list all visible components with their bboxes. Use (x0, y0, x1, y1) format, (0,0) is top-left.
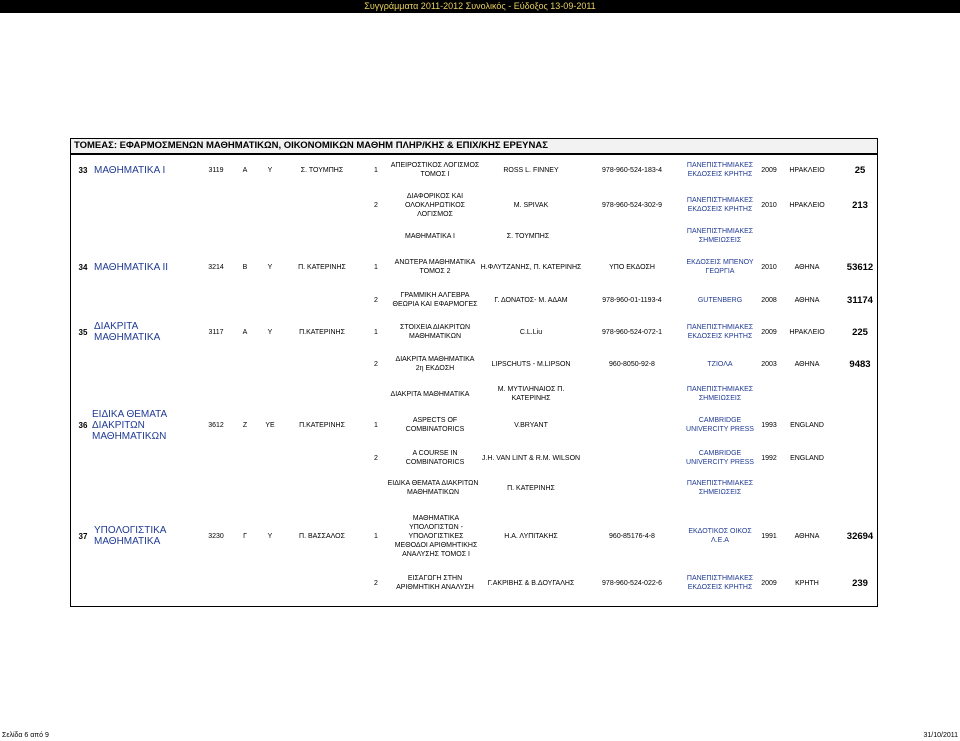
cell-isbn (584, 379, 680, 409)
cell-no (74, 473, 92, 503)
cell-city: ΑΘΗΝΑ (794, 360, 820, 368)
cell-author: Η.ΦΛΥΤΖΑΝΗΣ, Π. ΚΑΤΕΡΙΝΗΣ (480, 263, 582, 271)
cell-teacher: Π. ΒΑΣΣΑΛΟΣ (299, 532, 345, 540)
cell-course: ΜΑΘΗΜΑΤΙΚΑ ΙΙ (94, 261, 169, 273)
cell-type: Υ (267, 532, 273, 540)
cell-isbn: 978-960-01-1193-4 (602, 296, 662, 304)
cell-no (74, 190, 92, 220)
cell-eudoxus (836, 221, 884, 251)
cell-title: A COURSE IN COMBINATORICS (405, 450, 465, 466)
cell-no: 35 (78, 327, 88, 337)
cell-year: 2009 (761, 166, 777, 174)
cell-eudoxus: 32694 (846, 530, 874, 542)
cell-author: LIPSCHUTS - M.LIPSON (491, 360, 571, 368)
cell-city: ΑΘΗΝΑ (794, 263, 820, 271)
cell-no (74, 285, 92, 315)
cell-teacher (284, 473, 360, 503)
cell-eudoxus (836, 473, 884, 503)
cell-title: ΑΠΕΙΡΟΣΤΙΚΟΣ ΛΟΓΙΣΜΟΣ ΤΟΜΟΣ Ι (390, 162, 480, 178)
cell-author: Γ.ΑΚΡΙΒΗΣ & Β.ΔΟΥΓΑΛΗΣ (487, 579, 575, 587)
page-number: Σελίδα 6 από 9 (2, 732, 49, 739)
cell-eudoxus: 25 (854, 164, 866, 176)
cell-author: Π. ΚΑΤΕΡΙΝΗΣ (507, 484, 555, 492)
cell-sem (234, 568, 256, 598)
cell-eudoxus: 225 (852, 326, 868, 338)
cell-type: Υ (267, 328, 273, 336)
cell-course (94, 221, 198, 251)
cell-title: ΑΝΩΤΕΡΑ ΜΑΘΗΜΑΤΙΚΑ ΤΟΜΟΣ 2 (394, 259, 476, 275)
cell-city: ΑΘΗΝΑ (794, 296, 820, 304)
cell-teacher (284, 443, 360, 473)
cell-sem: Α (242, 166, 248, 174)
cell-code (200, 568, 232, 598)
cell-no (74, 349, 92, 379)
cell-type (258, 443, 282, 473)
cell-year (758, 473, 780, 503)
cell-code (200, 473, 232, 503)
cell-year: 2009 (761, 579, 777, 587)
cell-code (200, 221, 232, 251)
cell-sem (234, 379, 256, 409)
cell-publisher: ΠΑΝΕΠΙΣΤΗΜΙΑΚΕΣ ΕΚΔΟΣΕΙΣ ΚΡΗΤΗΣ (686, 162, 754, 178)
cell-publisher: GUTENBERG (697, 296, 743, 304)
cell-city: ΗΡΑΚΛΕΙΟ (789, 328, 825, 336)
cell-publisher: ΠΑΝΕΠΙΣΤΗΜΙΑΚΕΣ ΕΚΔΟΣΕΙΣ ΚΡΗΤΗΣ (686, 324, 754, 340)
cell-opt: 2 (374, 296, 378, 304)
cell-city (782, 221, 832, 251)
cell-type: Υ (267, 263, 273, 271)
cell-opt: 1 (374, 328, 378, 336)
cell-type (258, 285, 282, 315)
cell-course (94, 190, 198, 220)
cell-no: 37 (78, 531, 88, 541)
cell-teacher: Π.ΚΑΤΕΡΙΝΗΣ (299, 328, 345, 336)
cell-code: 3612 (208, 421, 224, 429)
cell-isbn (584, 221, 680, 251)
section-title: ΤΟΜΕΑΣ: ΕΦΑΡΜΟΣΜΕΝΩΝ ΜΑΘΗΜΑΤΙΚΩΝ, ΟΙΚΟΝΟΜΙΚΩΝ ΜΑΘΗΜ ΠΛΗΡ/ΚΗΣ & ΕΠΙΧ/ΚΗΣ ΕΡΕΥΝΑΣ (70, 138, 878, 154)
cell-course (94, 349, 198, 379)
cell-sem: Γ (243, 532, 247, 540)
cell-no (74, 379, 92, 409)
cell-code (200, 190, 232, 220)
cell-eudoxus: 239 (852, 577, 868, 589)
cell-publisher: ΕΚΔΟΣΕΙΣ ΜΠΕΝΟΥ ΓΕΩΡΓΙΑ (686, 259, 754, 275)
cell-eudoxus: 31174 (847, 294, 873, 306)
cell-eudoxus: 213 (852, 199, 868, 211)
cell-city: ΗΡΑΚΛΕΙΟ (789, 166, 825, 174)
cell-isbn: ΥΠΟ ΕΚΔΟΣΗ (609, 263, 655, 271)
cell-sem: Α (242, 328, 248, 336)
cell-isbn: 978-960-524-302-9 (602, 201, 662, 209)
cell-author: Σ. ΤΟΥΜΠΗΣ (506, 232, 550, 240)
cell-title: ΣΤΟΙΧΕΙΑ ΔΙΑΚΡΙΤΩΝ ΜΑΘΗΜΑΤΙΚΩΝ (400, 324, 470, 340)
cell-year: 2003 (761, 360, 777, 368)
cell-teacher (284, 349, 360, 379)
cell-opt: 1 (374, 421, 378, 429)
cell-publisher: ΠΑΝΕΠΙΣΤΗΜΙΑΚΕΣ ΕΚΔΟΣΕΙΣ ΚΡΗΤΗΣ (686, 197, 754, 213)
cell-sem (234, 473, 256, 503)
cell-type (258, 473, 282, 503)
cell-type (258, 349, 282, 379)
cell-author: V.BRYANT (514, 421, 548, 429)
cell-opt: 1 (374, 166, 378, 174)
cell-type (258, 568, 282, 598)
cell-author: J.H. VAN LINT & R.M. WILSON (481, 454, 581, 462)
cell-eudoxus (836, 443, 884, 473)
cell-isbn: 960-85176-4-8 (609, 532, 655, 540)
cell-title: ΓΡΑΜΜΙΚΗ ΑΛΓΕΒΡΑ ΘΕΩΡΙΑ ΚΑΙ ΕΦΑΡΜΟΓΕΣ (392, 292, 478, 308)
cell-code (200, 349, 232, 379)
cell-city (782, 473, 832, 503)
cell-city (782, 379, 832, 409)
cell-city: ENGLAND (790, 421, 824, 429)
cell-author: M. SPIVAK (513, 201, 549, 209)
cell-eudoxus: 9483 (849, 358, 871, 370)
cell-year: 1993 (761, 421, 777, 429)
cell-author: Η.Α. ΛΥΠΙΤΑΚΗΣ (504, 532, 558, 540)
cell-publisher: ΕΚΔΟΤΙΚΟΣ ΟΙΚΟΣ Λ.Ε.Α (688, 528, 752, 544)
cell-course (94, 379, 198, 409)
cell-publisher: ΠΑΝΕΠΙΣΤΗΜΙΑΚΕΣ ΣΗΜΕΙΩΣΕΙΣ (686, 386, 754, 402)
cell-sem (234, 285, 256, 315)
cell-type (258, 190, 282, 220)
cell-teacher (284, 190, 360, 220)
cell-course (94, 285, 198, 315)
cell-code (200, 379, 232, 409)
cell-isbn (584, 410, 680, 440)
cell-isbn: 978-960-524-072-1 (602, 328, 662, 336)
cell-course (94, 568, 198, 598)
cell-course (94, 443, 198, 473)
cell-publisher: ΤΖΙΟΛΑ (707, 360, 733, 368)
cell-teacher (284, 221, 360, 251)
cell-code: 3117 (208, 328, 224, 336)
cell-isbn: 960-8050-92-8 (609, 360, 655, 368)
cell-year: 2008 (761, 296, 777, 304)
footer-date: 31/10/2011 (923, 732, 958, 739)
cell-no: 34 (78, 262, 88, 272)
cell-code: 3214 (208, 263, 224, 271)
cell-city: ΑΘΗΝΑ (794, 532, 820, 540)
cell-publisher: ΠΑΝΕΠΙΣΤΗΜΙΑΚΕΣ ΣΗΜΕΙΩΣΕΙΣ (686, 480, 754, 496)
cell-year (758, 221, 780, 251)
cell-sem (234, 221, 256, 251)
cell-teacher (284, 379, 360, 409)
cell-city: ΚΡΗΤΗ (795, 579, 819, 587)
cell-year: 1991 (761, 532, 777, 540)
cell-sem: Β (242, 263, 248, 271)
cell-course: ΔΙΑΚΡΙΤΑ ΜΑΘΗΜΑΤΙΚΑ (94, 321, 161, 343)
cell-type (258, 379, 282, 409)
cell-code: 3119 (208, 166, 224, 174)
cell-teacher (284, 568, 360, 598)
cell-publisher: ΠΑΝΕΠΙΣΤΗΜΙΑΚΕΣ ΣΗΜΕΙΩΣΕΙΣ (686, 228, 754, 244)
cell-opt: 2 (374, 201, 378, 209)
cell-publisher: CAMBRIDGE UNIVERCITY PRESS (686, 417, 754, 433)
cell-no (74, 221, 92, 251)
cell-year: 2010 (761, 201, 777, 209)
cell-publisher: CAMBRIDGE UNIVERCITY PRESS (686, 450, 754, 466)
cell-title: ΔΙΑΚΡΙΤΑ ΜΑΘΗΜΑΤΙΚΑ 2η ΕΚΔΟΣΗ (395, 356, 475, 372)
cell-course (94, 473, 198, 503)
cell-title: ΜΑΘΗΜΑΤΙΚΑ ΥΠΟΛΟΓΙΣΤΩΝ - ΥΠΟΛΟΓΙΣΤΙΚΕΣ ΜΕΘΟΔΟΙ ΑΡΙΘΜΗΤΙΚΗΣ ΑΝΑΛΥΣΗΣ ΤΟΜΟΣ Ι (394, 514, 478, 558)
cell-title: ΕΙΔΙΚΑ ΘΕΜΑΤΑ ΔΙΑΚΡΙΤΩΝ ΜΑΘΗΜΑΤΙΚΩΝ (387, 480, 479, 496)
cell-isbn: 978-960-524-183-4 (602, 166, 662, 174)
cell-teacher: Σ. ΤΟΥΜΠΗΣ (300, 166, 344, 174)
cell-opt: 1 (374, 263, 378, 271)
cell-sem (234, 349, 256, 379)
cell-title: ΜΑΘΗΜΑΤΙΚΑ Ι (405, 232, 455, 240)
cell-author: C.L.Liu (519, 328, 543, 336)
cell-teacher (284, 285, 360, 315)
cell-sem (234, 190, 256, 220)
cell-title: ΔΙΑΚΡΙΤΑ ΜΑΘΗΜΑΤΙΚΑ (390, 390, 470, 398)
cell-author: Γ. ΔΟΝΑΤΟΣ- Μ. ΑΔΑΜ (494, 296, 568, 304)
cell-eudoxus (836, 379, 884, 409)
cell-sem (234, 443, 256, 473)
cell-opt: 2 (374, 360, 378, 368)
cell-course: ΥΠΟΛΟΓΙΣΤΙΚΑ ΜΑΘΗΜΑΤΙΚΑ (94, 525, 166, 547)
cell-teacher: Π. ΚΑΤΕΡΙΝΗΣ (298, 263, 346, 271)
cell-sem: Ζ (242, 421, 248, 429)
cell-city: ΗΡΑΚΛΕΙΟ (789, 201, 825, 209)
cell-year (758, 379, 780, 409)
cell-title: ΔΙΑΦΟΡΙΚΟΣ ΚΑΙ ΟΛΟΚΛΗΡΩΤΙΚΟΣ ΛΟΓΙΣΜΟΣ (404, 192, 466, 218)
cell-opt: 1 (374, 532, 378, 540)
cell-course: ΕΙΔΙΚΑ ΘΕΜΑΤΑ ΔΙΑΚΡΙΤΩΝ ΜΑΘΗΜΑΤΙΚΩΝ (92, 408, 167, 442)
cell-eudoxus: 53612 (846, 261, 874, 273)
cell-isbn: 978-960-524-022-6 (602, 579, 662, 587)
cell-course: ΜΑΘΗΜΑΤΙΚΑ Ι (94, 164, 166, 176)
cell-type (258, 221, 282, 251)
cell-type: ΥΕ (265, 421, 275, 429)
cell-year: 1992 (761, 454, 777, 462)
cell-type: Υ (267, 166, 273, 174)
cell-author: Μ. ΜΥΤΙΛΗΝΑΙΟΣ Π. ΚΑΤΕΡΙΝΗΣ (497, 386, 565, 402)
cell-teacher: Π.ΚΑΤΕΡΙΝΗΣ (299, 421, 345, 429)
cell-isbn (584, 443, 680, 473)
cell-eudoxus (836, 410, 884, 440)
cell-year: 2010 (761, 263, 777, 271)
cell-author: ROSS L. FINNEY (503, 166, 559, 174)
cell-no: 36 (78, 420, 88, 430)
cell-opt: 2 (374, 579, 378, 587)
cell-no (74, 443, 92, 473)
cell-code (200, 443, 232, 473)
cell-title: ΕΙΣΑΓΩΓΗ ΣΤΗΝ ΑΡΙΘΜΗΤΙΚΗ ΑΝΑΛΥΣΗ (396, 575, 474, 591)
cell-code (200, 285, 232, 315)
cell-publisher: ΠΑΝΕΠΙΣΤΗΜΙΑΚΕΣ ΕΚΔΟΣΕΙΣ ΚΡΗΤΗΣ (686, 575, 754, 591)
cell-title: ASPECTS OF COMBINATORICS (405, 417, 465, 433)
cell-city: ENGLAND (790, 454, 824, 462)
cell-no: 33 (78, 165, 88, 175)
document-title: Συγγράμματα 2011-2012 Συνολικός - Εύδοξος 13-09-2011 (364, 1, 596, 11)
cell-code: 3230 (208, 532, 224, 540)
cell-isbn (584, 473, 680, 503)
cell-year: 2009 (761, 328, 777, 336)
cell-opt: 2 (374, 454, 378, 462)
cell-no (74, 568, 92, 598)
